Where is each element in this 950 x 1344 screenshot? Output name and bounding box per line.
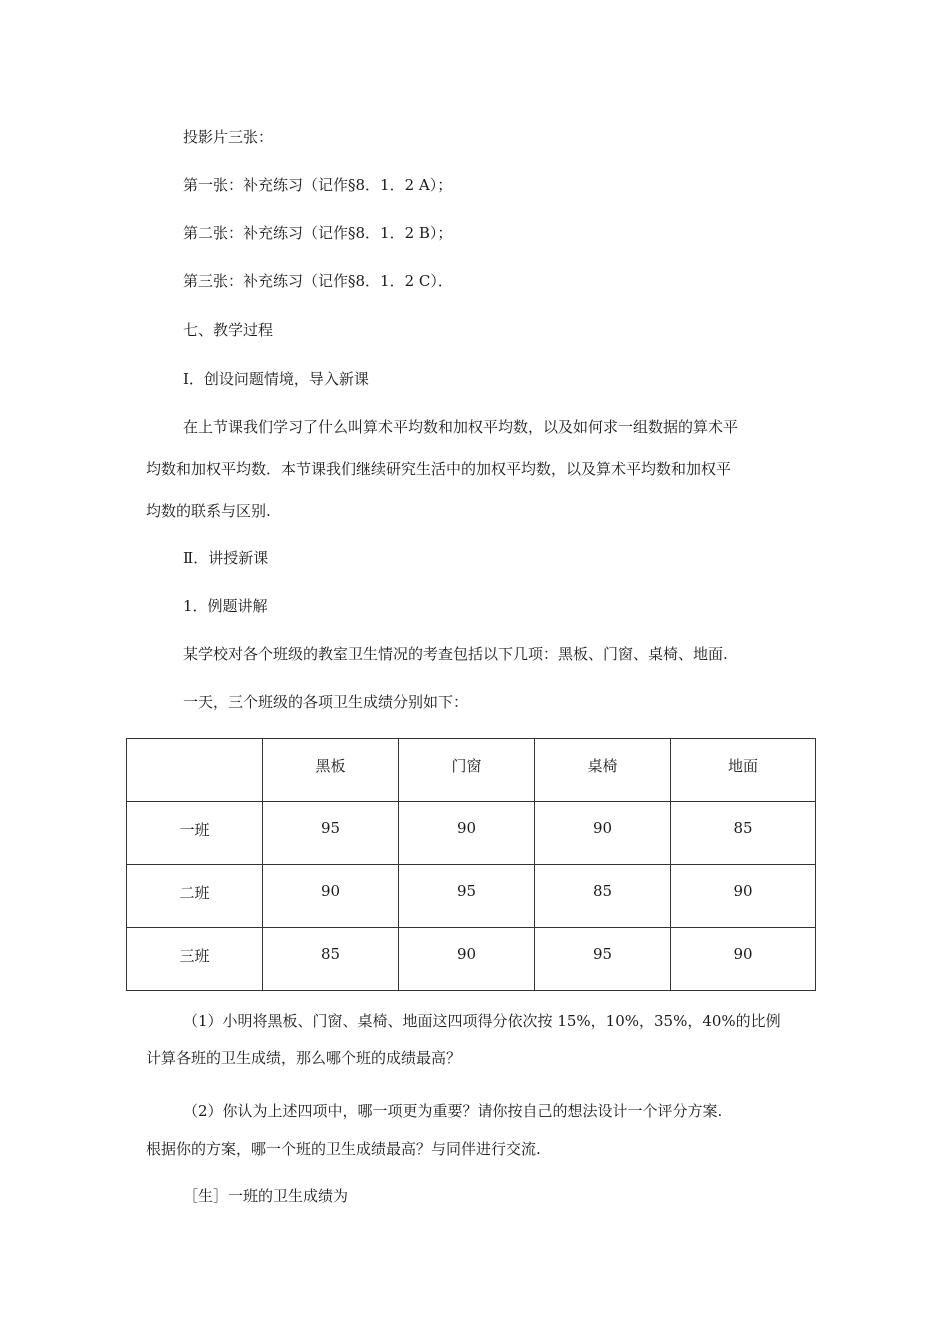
table-cell: 90	[399, 802, 535, 865]
table-cell: 90	[399, 928, 535, 991]
slide-1-item: 第一张：补充练习（记作§8．1．2 A）；	[183, 176, 453, 194]
table-cell: 85	[671, 802, 816, 865]
table-cell: 95	[535, 928, 671, 991]
part2-heading: Ⅱ．讲授新课	[183, 549, 269, 567]
table-row	[127, 802, 816, 865]
row-label: 二班	[127, 865, 263, 928]
table-cell: 90	[263, 865, 399, 928]
question-1-line-1: （1）小明将黑板、门窗、桌椅、地面这四项得分依次按 15%，10%，35%，40%的比例	[183, 1012, 781, 1030]
table-cell: 85	[535, 865, 671, 928]
part1-paragraph-line-3: 均数的联系与区别.	[146, 502, 271, 520]
part1-paragraph-line-2: 均数和加权平均数．本节课我们继续研究生活中的加权平均数，以及算术平均数和加权平	[146, 460, 732, 478]
problem-line-1: 某学校对各个班级的教室卫生情况的考查包括以下几项：黑板、门窗、桌椅、地面.	[183, 645, 728, 663]
table-header-cell: 地面	[671, 739, 816, 802]
part1-heading: Ⅰ．创设问题情境，导入新课	[183, 370, 369, 388]
part1-paragraph-line-1: 在上节课我们学习了什么叫算术平均数和加权平均数，以及如何求一组数据的算术平	[183, 418, 739, 436]
materials-intro: 投影片三张：	[183, 128, 274, 146]
table-header-cell	[127, 739, 263, 802]
example-heading: 1．例题讲解	[183, 597, 268, 615]
table-cell: 90	[535, 802, 671, 865]
slide-2-item: 第二张：补充练习（记作§8．1．2 B）；	[183, 224, 453, 242]
question-2-line-2: 根据你的方案，哪一个班的卫生成绩最高？与同伴进行交流.	[146, 1140, 541, 1158]
table-cell: 90	[671, 865, 816, 928]
table-header-row	[127, 739, 816, 802]
table-cell: 90	[671, 928, 816, 991]
section-heading: 七、教学过程	[183, 321, 274, 339]
table-row	[127, 928, 816, 991]
table-header-cell: 黑板	[263, 739, 399, 802]
row-label: 一班	[127, 802, 263, 865]
table-header-cell: 门窗	[399, 739, 535, 802]
slide-3-item: 第三张：补充练习（记作§8．1．2 C）．	[183, 272, 453, 290]
row-label: 三班	[127, 928, 263, 991]
question-1-line-2: 计算各班的卫生成绩，那么哪个班的成绩最高？	[146, 1049, 462, 1067]
score-table	[126, 738, 816, 991]
table-row	[127, 865, 816, 928]
table-cell: 95	[399, 865, 535, 928]
problem-line-2: 一天，三个班级的各项卫生成绩分别如下：	[183, 693, 469, 711]
student-answer: ［生］一班的卫生成绩为	[183, 1187, 349, 1205]
table-cell: 85	[263, 928, 399, 991]
table-cell: 95	[263, 802, 399, 865]
table-header-cell: 桌椅	[535, 739, 671, 802]
question-2-line-1: （2）你认为上述四项中，哪一项更为重要？请你按自己的想法设计一个评分方案.	[183, 1102, 723, 1120]
